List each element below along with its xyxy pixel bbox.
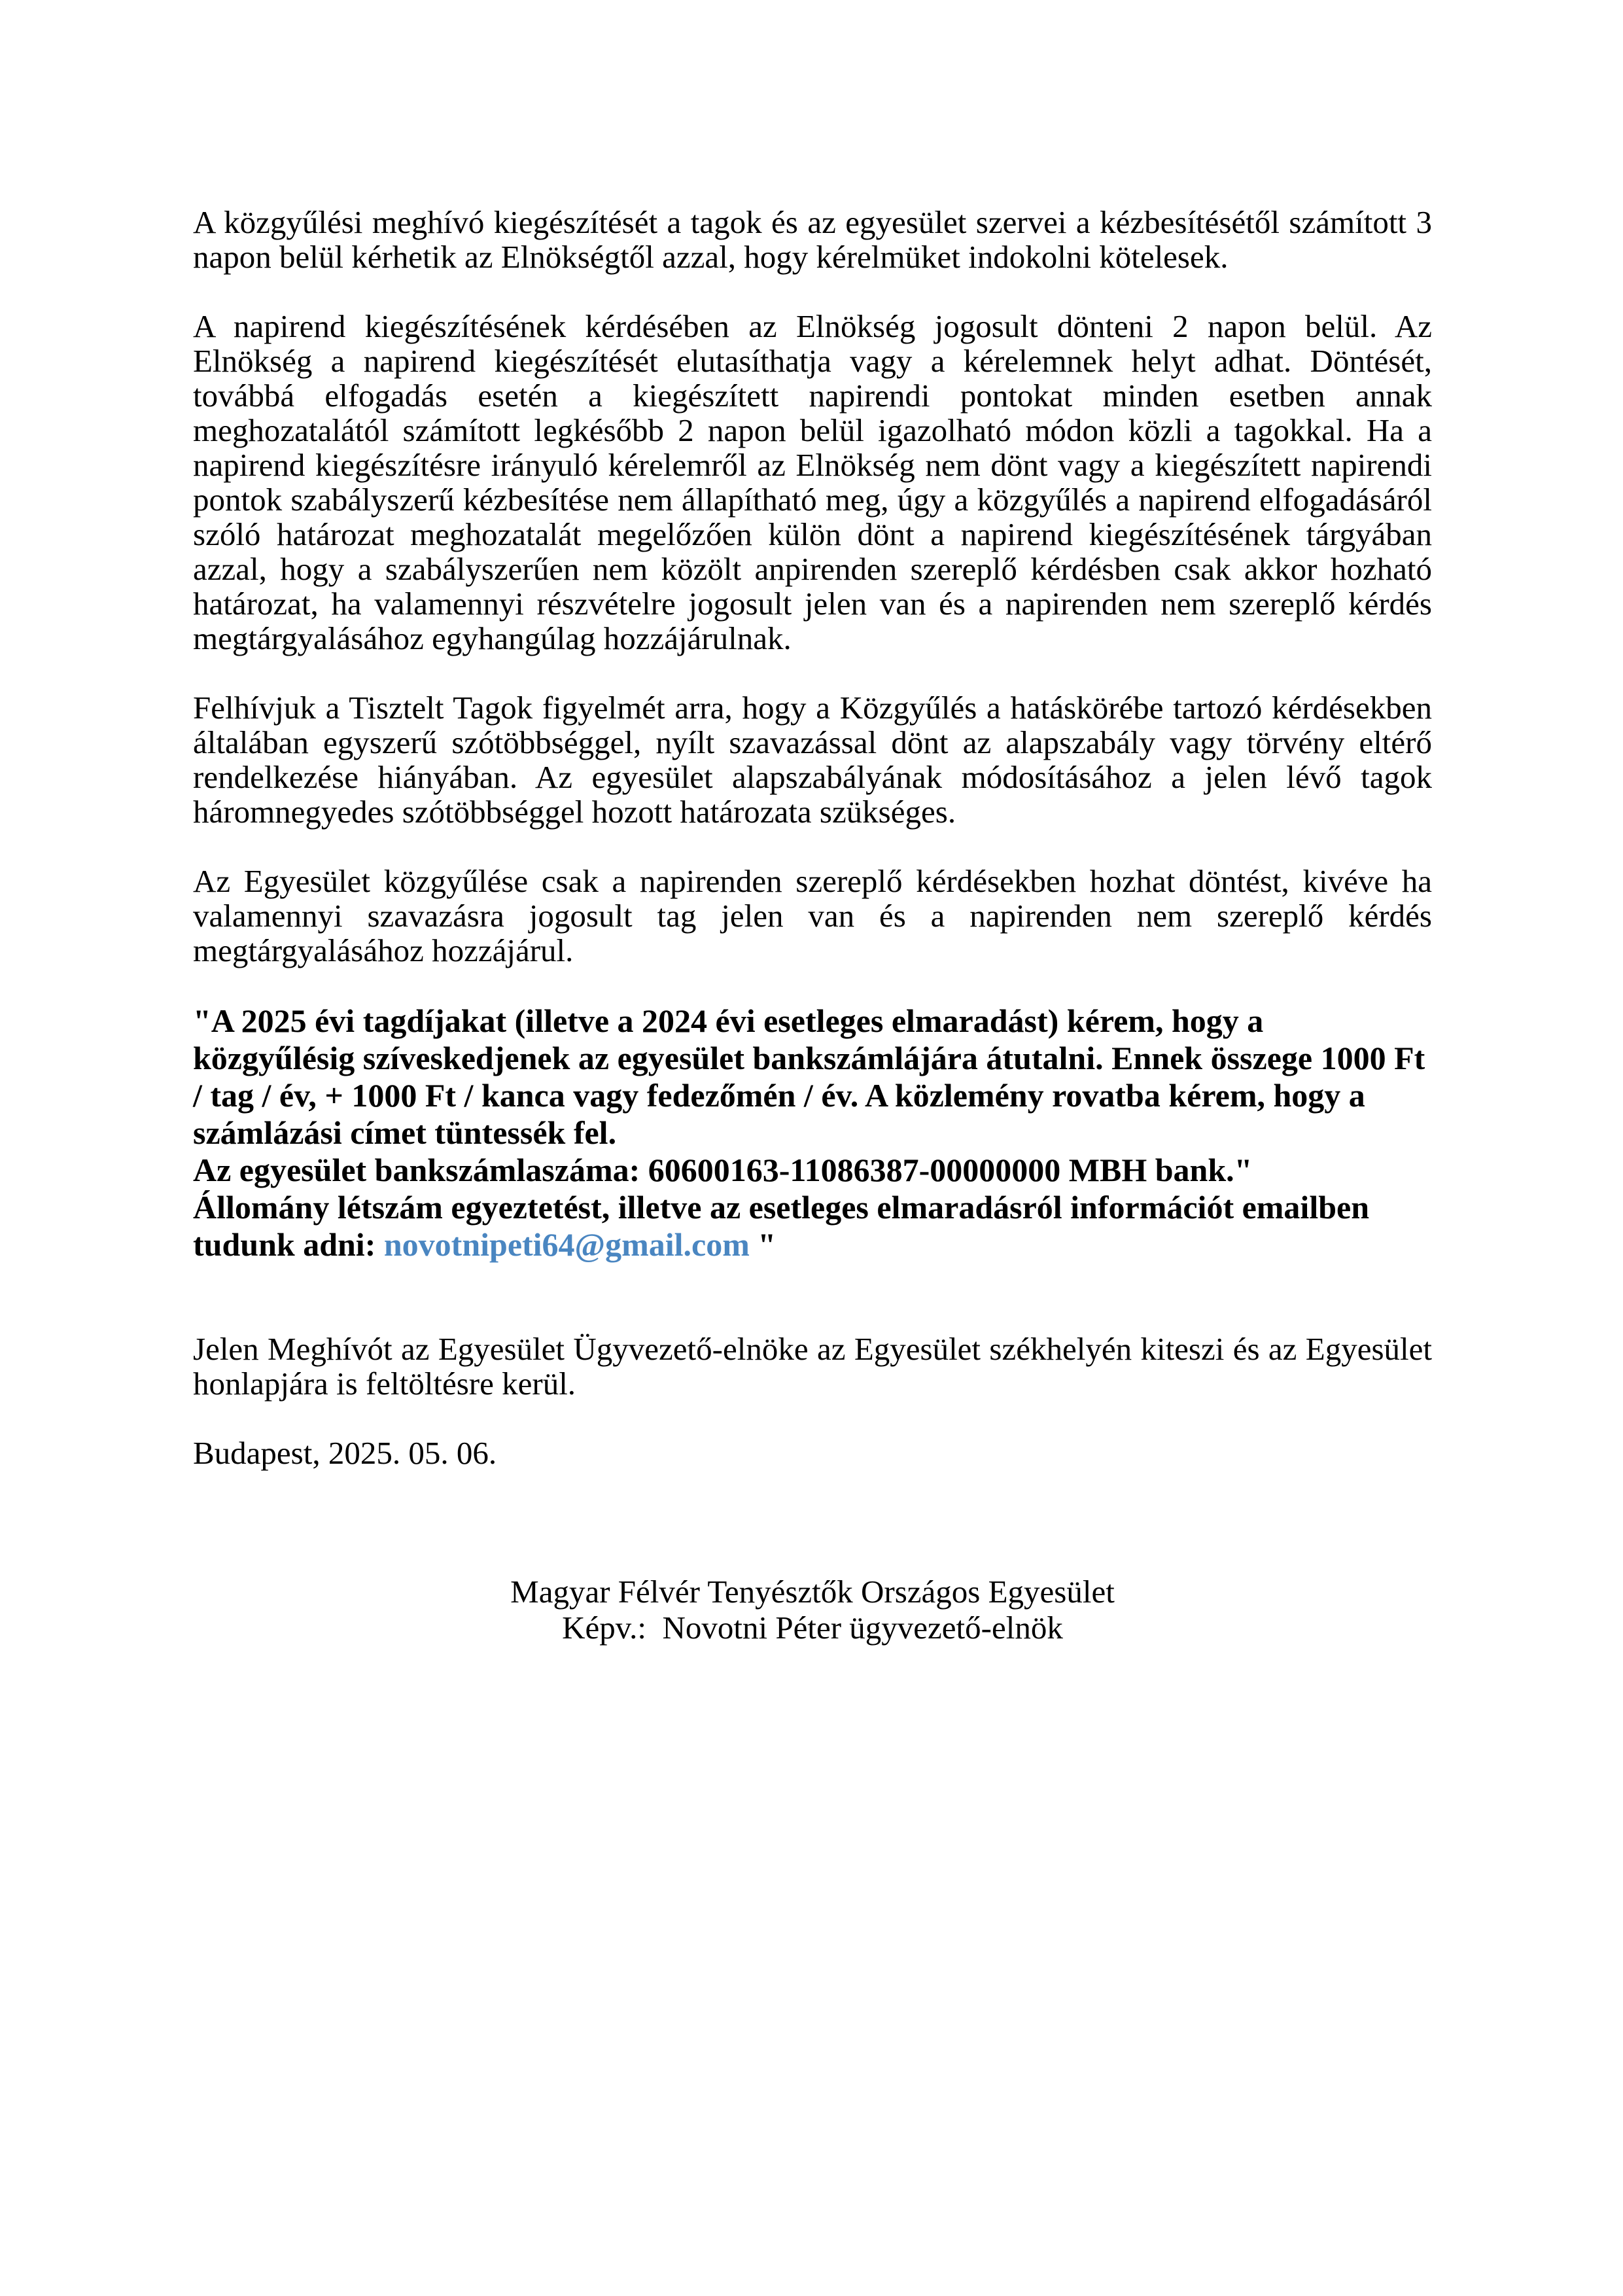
fee-notice-line-2: közgyűlésig szíveskedjenek az egyesület bankszámlájára átutalni. Ennek összege 1000 Ft: [193, 1040, 1425, 1076]
paragraph-agenda-supplement-decision: A napirend kiegészítésének kérdésében az Elnökség jogosult dönteni 2 napon belül. Az Elnökség a napirend kiegészítését elutasíthatja vagy a kérelemnek helyt adhat. Döntését, továbbá elfogadás esetén a kiegészített napirendi pontokat minden esetben annak meghozatalától számított legkésőbb 2 napon belül igazolható módon közli a tagokkal. Ha a napirend kiegészítésre irányuló kérelemről az Elnökség nem dönt vagy a kiegészített napirendi pontok szabályszerű kézbesítése nem állapítható meg, úgy a közgyűlés a napirend elfogadásáról szóló határozat meghozatalát megelőzően külön dönt a napirend kiegészítésének tárgyában azzal, hogy a szabályszerűen nem közölt anpirenden szereplő kérdésben csak akkor hozható határozat, ha valamennyi részvételre jogosult jelen van és a napirenden nem szereplő kérdés megtárgyalásához egyhangúlag hozzájárulnak.: [193, 308, 1432, 656]
fee-notice-line-1: "A 2025 évi tagdíjakat (illetve a 2024 évi esetleges elmaradást) kérem, hogy a: [193, 1002, 1264, 1039]
fee-notice-email-line: [193, 1226, 1432, 1263]
fee-notice-line-4: számlázási címet tüntessék fel.: [193, 1114, 617, 1151]
email-line-prefix: tudunk adni:: [193, 1226, 384, 1263]
signature-block: [193, 1574, 1432, 1646]
fee-notice-line-6: Állomány létszám egyeztetést, illetve az esetleges elmaradásról információt emailben: [193, 1189, 1370, 1226]
fee-notice-line-3: / tag / év, + 1000 Ft / kanca vagy fedezőmén / év. A közlemény rovatba kérem, hogy a: [193, 1077, 1365, 1114]
membership-fee-notice: [193, 1002, 1432, 1263]
bank-account-line: Az egyesület bankszámlaszáma: 60600163-11086387-00000000 MBH bank.": [193, 1152, 1253, 1188]
date-line: Budapest, 2025. 05. 06.: [193, 1435, 497, 1471]
email-line-suffix: ": [749, 1226, 777, 1263]
paragraph-posting-notice: Jelen Meghívót az Egyesület Ügyvezető-elnöke az Egyesület székhelyén kiteszi és az Egyesület honlapjára is feltöltésre kerül.: [193, 1331, 1432, 1402]
signature-organization: Magyar Félvér Tenyésztők Országos Egyesület: [510, 1574, 1115, 1610]
paragraph-invitation-supplement: A közgyűlési meghívó kiegészítését a tagok és az egyesület szervei a kézbesítésétől számított 3 napon belül kérhetik az Elnökségtől azzal, hogy kérelmüket indokolni kötelesek.: [193, 204, 1432, 275]
paragraph-voting-majority-rules: Felhívjuk a Tisztelt Tagok figyelmét arra, hogy a Közgyűlés a hatáskörébe tartozó kérdésekben általában egyszerű szótöbbséggel, nyílt szavazással dönt az alapszabály vagy törvény eltérő rendelkezése hiányában. Az egyesület alapszabályának módosításához a jelen lévő tagok háromnegyedes szótöbbséggel hozott határozata szükséges.: [193, 690, 1432, 830]
email-link[interactable]: novotnipeti64@gmail.com: [383, 1226, 750, 1263]
paragraph-agenda-only-decisions: Az Egyesület közgyűlése csak a napirenden szereplő kérdésekben hozhat döntést, kivéve ha valamennyi szavazásra jogosult tag jelen van és a napirenden nem szereplő kérdés megtárgyalásához hozzájárul.: [193, 863, 1432, 968]
signature-representative: Képv.: Novotni Péter ügyvezető-elnök: [562, 1610, 1063, 1646]
